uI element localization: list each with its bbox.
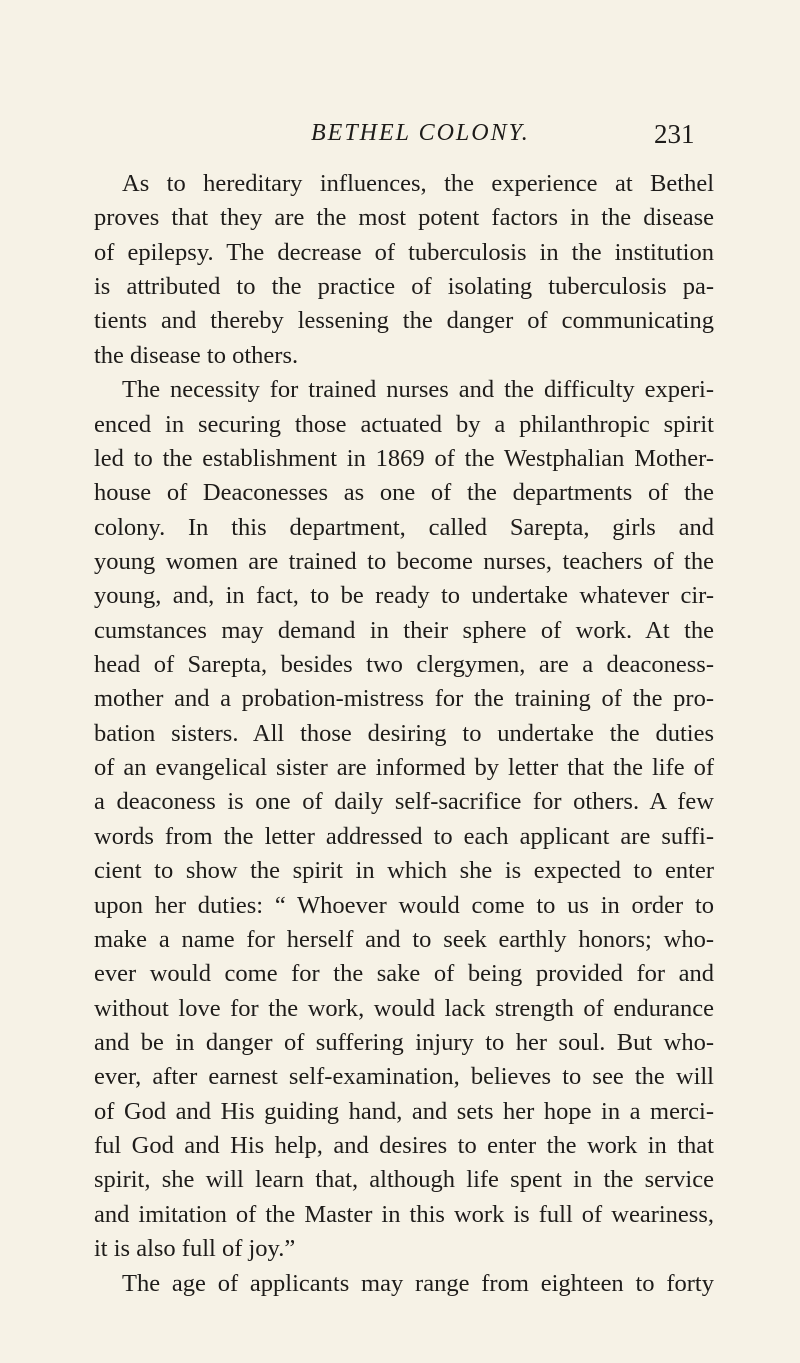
text-line: of God and His guiding hand, and sets her hope in a merci- — [94, 1097, 714, 1125]
text-line: spirit, she will learn that, although life spent in the service — [94, 1166, 714, 1194]
text-line: and imitation of the Master in this work is full of weariness, — [94, 1200, 714, 1228]
text-line: house of Deaconesses as one of the departments of the — [94, 479, 714, 507]
text-line: of epilepsy. The decrease of tuberculosis in the institution — [94, 238, 714, 266]
text-line: mother and a probation-mistress for the training of the pro- — [94, 685, 714, 713]
text-line: head of Sarepta, besides two clergymen, are a deaconess- — [94, 651, 714, 679]
text-line: and be in danger of suffering injury to her soul. But who- — [94, 1028, 714, 1056]
text-line: young, and, in fact, to be ready to undertake whatever cir- — [94, 582, 714, 610]
text-line: colony. In this department, called Sarepta, girls and — [94, 513, 714, 541]
text-line: make a name for herself and to seek earthly honors; who- — [94, 925, 714, 953]
text-line: tients and thereby lessening the danger of communicating — [94, 307, 714, 335]
text-line: cumstances may demand in their sphere of work. At the — [94, 616, 714, 644]
text-line: ever would come for the sake of being provided for and — [94, 960, 714, 988]
text-line: a deaconess is one of daily self-sacrifice for others. A few — [94, 788, 714, 816]
text-line: enced in securing those actuated by a philanthropic spirit — [94, 410, 714, 438]
text-line: ful God and His help, and desires to enter the work in that — [94, 1132, 714, 1160]
text-line: young women are trained to become nurses, teachers of the — [94, 547, 714, 575]
text-line: proves that they are the most potent factors in the disease — [94, 204, 714, 232]
text-line: upon her duties: “ Whoever would come to us in order to — [94, 891, 714, 919]
text-line: the disease to others. — [94, 341, 299, 369]
page-number: 231 — [654, 119, 695, 149]
text-line: As to hereditary influences, the experience at Bethel — [122, 170, 714, 197]
text-line: The age of applicants may range from eighteen to forty — [122, 1269, 714, 1297]
text-line: ever, after earnest self-examination, believes to see the will — [94, 1063, 714, 1091]
text-line: bation sisters. All those desiring to undertake the duties — [94, 719, 714, 747]
text-line: of an evangelical sister are informed by letter that the life of — [94, 754, 714, 782]
text-line: is attributed to the practice of isolating tuberculosis pa- — [94, 273, 714, 301]
body-text — [94, 167, 714, 1301]
text-line: cient to show the spirit in which she is expected to enter — [94, 857, 714, 885]
text-line: led to the establishment in 1869 of the Westphalian Mother- — [94, 444, 714, 472]
text-line: The necessity for trained nurses and the difficulty experi- — [122, 376, 714, 404]
text-line: without love for the work, would lack strength of endurance — [94, 994, 714, 1022]
text-line: words from the letter addressed to each applicant are suffi- — [94, 822, 714, 850]
running-title: BETHEL COLONY. — [311, 120, 530, 146]
text-line: it is also full of joy.” — [94, 1235, 296, 1263]
running-header — [0, 106, 800, 149]
